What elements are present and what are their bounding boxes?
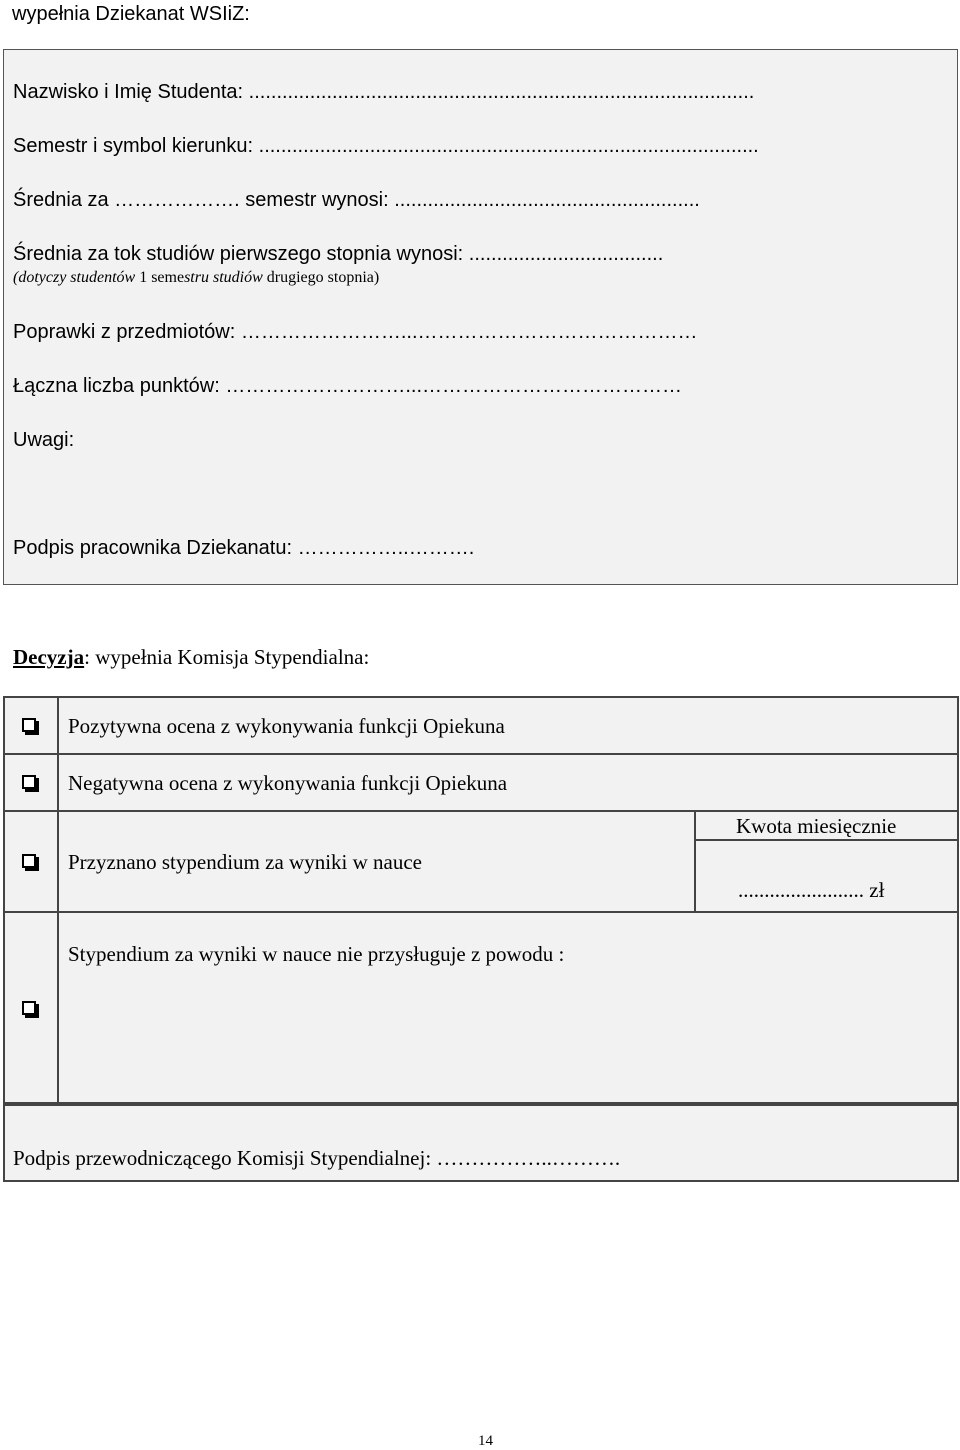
table-border: [3, 911, 959, 913]
table-border: [57, 696, 59, 1104]
table-border: [3, 696, 959, 698]
denied-checkbox[interactable]: [22, 1001, 36, 1015]
option-granted-label: Przyznano stypendium za wyniki w nauce: [68, 850, 422, 874]
page-number: 14: [478, 1433, 493, 1449]
negative-checkbox[interactable]: [22, 775, 36, 789]
decision-label: Decyzja: [13, 645, 85, 669]
semester-field[interactable]: Semestr i symbol kierunku: ..........................................................................................: [13, 135, 759, 157]
amount-field[interactable]: ........................ zł: [738, 878, 885, 902]
total-points-field[interactable]: Łączna liczba punktów: ………………………...…………………………………: [13, 375, 683, 397]
first-degree-average-field[interactable]: Średnia za tok studiów pierwszego stopnia wynosi: ...................................: [13, 243, 664, 265]
note-part: stru studiów: [184, 269, 263, 286]
average-note: [13, 268, 379, 288]
table-border: [3, 753, 959, 755]
student-name-field[interactable]: Nazwisko i Imię Studenta: ...........................................................................................: [13, 81, 755, 103]
dean-office-signature-field[interactable]: Podpis pracownika Dziekanatu: ……………..……….: [13, 537, 475, 559]
option-denied-label: Stypendium za wyniki w nauce nie przysługuje z powodu :: [68, 942, 565, 966]
option-negative-label: Negatywna ocena z wykonywania funkcji Opiekuna: [68, 771, 508, 795]
remarks-label: Uwagi:: [13, 429, 75, 451]
table-border: [694, 839, 959, 841]
amount-header: Kwota miesięcznie: [736, 814, 897, 838]
table-border: [3, 696, 5, 1104]
positive-checkbox[interactable]: [22, 718, 36, 732]
section-title: wypełnia Dziekanat WSIiZ:: [12, 3, 250, 25]
table-border: [957, 696, 959, 1104]
note-part: drugiego stopnia): [262, 269, 380, 286]
corrections-field[interactable]: Poprawki z przedmiotów: ……………………...……………………………………: [13, 321, 698, 343]
decision-heading: [13, 645, 369, 669]
table-border: [694, 810, 696, 913]
note-part: (dotyczy studentów: [13, 269, 136, 286]
semester-average-field[interactable]: Średnia za ………………. semestr wynosi: .......................................................: [13, 189, 700, 211]
note-part: 1 seme: [135, 269, 185, 286]
dean-office-section: [3, 49, 958, 585]
committee-signature-field[interactable]: Podpis przewodniczącego Komisji Stypendialnej: ……………..……….: [13, 1146, 621, 1170]
decision-heading-rest: : wypełnia Komisja Stypendialna:: [84, 645, 370, 669]
option-positive-label: Pozytywna ocena z wykonywania funkcji Opiekuna: [68, 714, 505, 738]
granted-checkbox[interactable]: [22, 854, 36, 868]
committee-signature-box: [3, 1104, 959, 1182]
table-border: [3, 810, 959, 812]
